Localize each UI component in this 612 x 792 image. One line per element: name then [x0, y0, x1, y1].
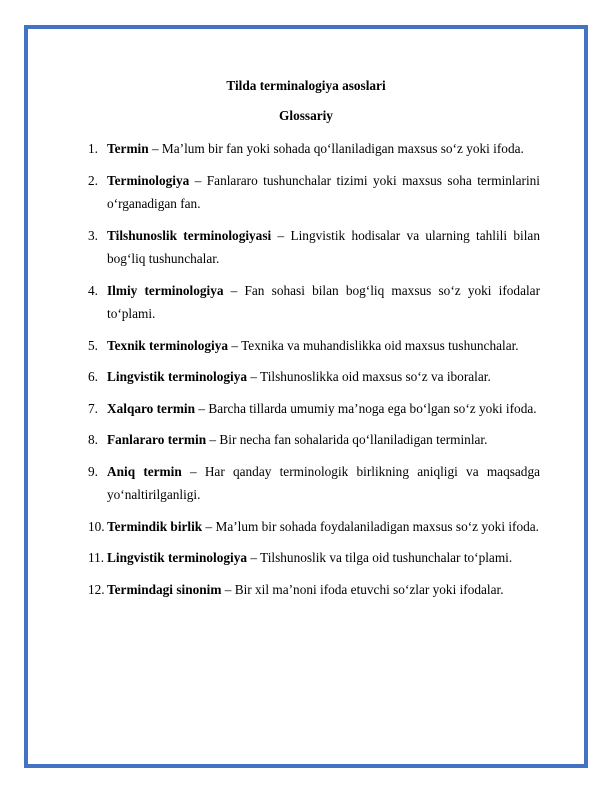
glossary-term: Termindagi sinonim	[107, 581, 222, 597]
glossary-definition: – Tilshunoslikka oid maxsus so‘z va iboralar.	[247, 369, 491, 384]
item-number: 2.	[88, 172, 98, 188]
document-subtitle: Glossariy	[279, 108, 333, 123]
glossary-definition: – Ma’lum bir fan yoki sohada qo‘llaniladigan maxsus so‘z yoki ifoda.	[148, 141, 524, 156]
glossary-term: Termindik birlik	[107, 518, 203, 534]
glossary-term: Ilmiy terminologiya	[107, 282, 224, 298]
item-number: 11.	[88, 550, 105, 565]
item-number: 5.	[88, 337, 98, 353]
glossary-definition: – Texnika va muhandislikka oid maxsus tushunchalar.	[228, 337, 519, 353]
glossary-definition: – Fan sohasi bilan bog‘liq maxsus so‘z yoki ifodalar to‘plami.	[107, 282, 540, 321]
glossary-item	[88, 365, 540, 389]
glossary-term: Termin	[107, 141, 149, 156]
glossary-term: Xalqaro termin	[107, 400, 196, 416]
glossary-definition: – Barcha tillarda umumiy ma’noga ega bo‘lgan so‘z yoki ifoda.	[195, 400, 537, 416]
glossary-item	[88, 334, 540, 358]
document-title: Tilda terminalogiya asoslari	[226, 78, 386, 93]
item-number: 1.	[88, 141, 98, 156]
glossary-definition: – Har qanday terminologik birlikning aniqligi va maqsadga yo‘naltirilganligi.	[107, 463, 540, 502]
glossary-item	[88, 397, 540, 421]
glossary-item	[88, 279, 540, 326]
glossary-definition: – Bir xil ma’noni ifoda etuvchi so‘zlar yoki ifodalar.	[221, 581, 504, 597]
item-number: 10.	[88, 518, 105, 534]
glossary-item	[88, 169, 540, 216]
glossary-term: Tilshunoslik terminologiyasi	[107, 227, 272, 243]
item-number: 6.	[88, 369, 98, 384]
glossary-definition: – Bir necha fan sohalarida qo‘llaniladigan terminlar.	[206, 432, 488, 447]
glossary-definition: – Ma’lum bir sohada foydalaniladigan maxsus so‘z yoki ifoda.	[202, 518, 539, 534]
glossary-item	[88, 546, 540, 570]
glossary-item	[88, 578, 540, 602]
glossary-definition: – Tilshunoslik va tilga oid tushunchalar to‘plami.	[247, 550, 513, 565]
glossary-item	[88, 224, 540, 271]
glossary-item	[88, 428, 540, 452]
glossary-term: Terminologiya	[107, 172, 190, 188]
glossary-definition: – Fanlararo tushunchalar tizimi yoki maxsus soha terminlarini o‘rganadigan fan.	[107, 172, 540, 211]
glossary-term: Lingvistik terminologiya	[107, 550, 247, 565]
item-number: 4.	[88, 282, 98, 298]
item-number: 8.	[88, 432, 98, 447]
glossary-list	[88, 137, 540, 609]
glossary-item	[88, 460, 540, 507]
glossary-term: Lingvistik terminologiya	[107, 369, 247, 384]
item-number: 9.	[88, 463, 98, 479]
glossary-definition: – Lingvistik hodisalar va ularning tahlili bilan bog‘liq tushunchalar.	[107, 227, 540, 266]
item-number: 7.	[88, 400, 98, 416]
glossary-item	[88, 515, 540, 539]
glossary-term: Aniq termin	[107, 463, 182, 479]
glossary-item	[88, 137, 540, 161]
item-number: 12.	[88, 581, 105, 597]
item-number: 3.	[88, 227, 98, 243]
glossary-term: Fanlararo termin	[107, 432, 207, 447]
glossary-term: Texnik terminologiya	[107, 337, 229, 353]
